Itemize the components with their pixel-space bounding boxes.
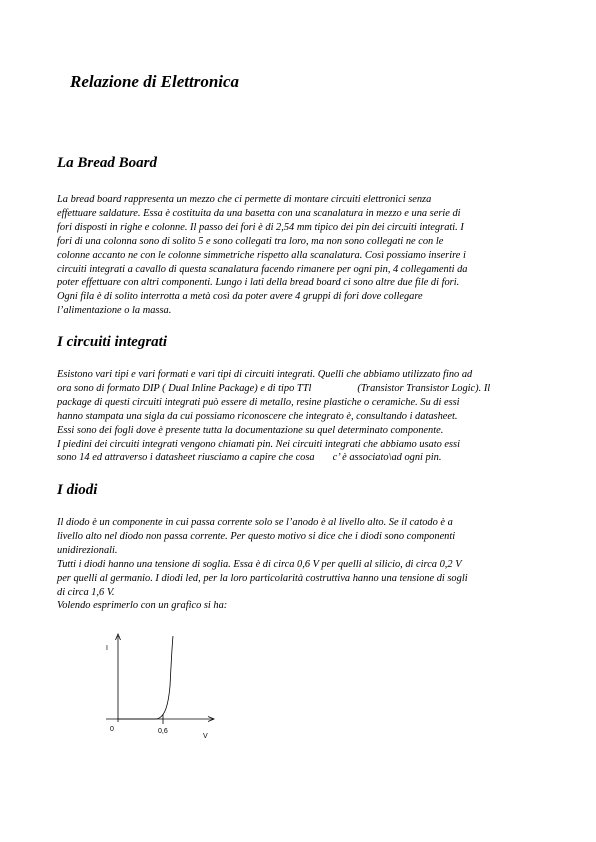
text-line: I piedini dei circuiti integrati vengono chiamati pin. Nei circuiti integrati che abbiamo usato essi [57,438,460,450]
text-line: Ogni fila è di solito interrotta a metà così da poter avere 4 gruppi di fori dove collegare [57,291,423,303]
text-line: livello alto nel diodo non passa corrente. Per questo motivo si dice che i diodi sono componenti [57,530,456,542]
origin-label: 0 [110,726,114,733]
threshold-label: 0,6 [158,728,168,735]
section-heading-bread-board: La Bread Board [57,155,158,171]
text-line: fori disposti in righe e colonne. Il passo dei fori è di 2,54 mm tipico dei pin dei circuiti integrati. I [57,221,464,233]
y-axis-label: I [106,645,108,652]
document-title: Relazione di Elettronica [70,72,240,91]
text-line: effettuare saldature. Essa è costituita da una basetta con una scanalatura in mezzo e una serie di [57,207,461,219]
text-line: La bread board rappresenta un mezzo che ci permette di montare circuiti elettronici senza [57,194,432,205]
diode-curve [118,636,173,719]
text-line: circuiti integrati a cavallo di questa scanalatura facendo rimanere per ogni pin, 4 collegamenti da [57,263,468,275]
paragraph-integrated-circuits [57,368,547,465]
paragraph-diodes [57,516,547,613]
x-axis-label: V [203,733,208,740]
text-fragment: (Transistor Transistor Logic). Il [357,382,491,394]
text-fragment: c’ è associato\ad ogni pin. [332,452,442,464]
text-fragment: ora sono di formato DIP ( Dual Inline Package) e di tipo TTl [57,382,312,394]
section-heading-integrated-circuits: I circuiti integrati [57,334,168,350]
text-line: hanno stampata una sigla da cui possiamo riconoscere che integrato è, consultando i datasheet. [57,410,458,422]
text-line: Essi sono dei fogli dove è presente tutta la documentazione su quel determinato componente. [57,424,444,436]
text-line [57,382,547,396]
diode-iv-graph [96,626,226,744]
text-line: per quelli al germanio. I diodi led, per la loro particolarità costruttiva hanno una tensione di sogli [57,572,468,584]
text-line: fori di una colonna sono di solito 5 e sono collegati tra loro, ma non sono collegati ne con le [57,235,444,247]
text-line: Tutti i diodi hanno una tensione di soglia. Essa è di circa 0,6 V per quelli al silicio, di circa 0,2 V [57,558,462,570]
text-line: Il diodo è un componente in cui passa corrente solo se l’anodo è al livello alto. Se il catodo è a [57,517,453,528]
text-line: l’alimentazione o la massa. [57,305,172,317]
text-line: Volendo esprimerlo con un grafico si ha: [57,600,228,612]
text-line: Esistono vari tipi e vari formati e vari tipi di circuiti integrati. Quelli che abbiamo utilizzato fino ad [57,369,473,380]
text-line: package di questi circuiti integrati può essere di metallo, resine plastiche o ceramiche. Su di essi [57,396,460,408]
paragraph-bread-board [57,193,547,318]
text-line: colonne accanto ne con le colonne simmetriche rispetto alla scanalatura. Così possiamo inserire i [57,249,466,261]
text-line: unidirezionali. [57,544,118,556]
text-line: poter effettuare con altri componenti. Lungo i lati della bread board ci sono altre due file di fori. [57,277,460,289]
section-heading-diodes: I diodi [57,482,98,498]
text-line: di circa 1,6 V. [57,586,115,598]
text-fragment: sono 14 ed attraverso i datasheet riusciamo a capire che cosa [57,452,315,464]
text-line [57,451,547,465]
